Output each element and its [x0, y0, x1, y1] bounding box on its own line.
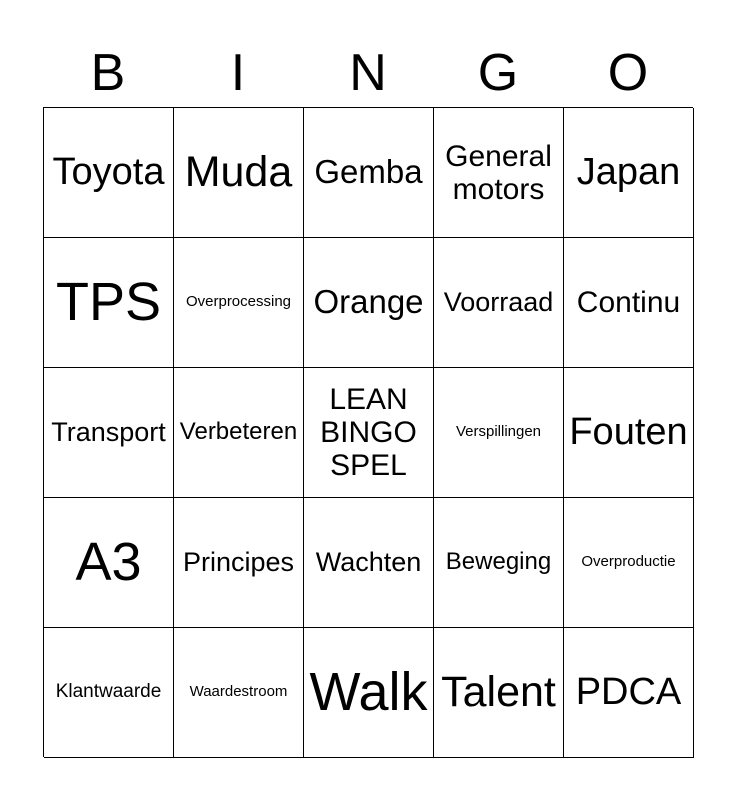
bingo-cell-r3-c5[interactable]: Fouten	[564, 368, 694, 498]
bingo-cell-r5-c1[interactable]: Klantwaarde	[44, 628, 174, 758]
bingo-cell-r4-c4[interactable]: Beweging	[434, 498, 564, 628]
bingo-cell-r2-c4[interactable]: Voorraad	[434, 238, 564, 368]
header-letter-o: O	[607, 44, 649, 102]
bingo-cell-r1-c5[interactable]: Japan	[564, 108, 694, 238]
bingo-cell-r4-c2[interactable]: Principes	[174, 498, 304, 628]
bingo-cell-r4-c3[interactable]: Wachten	[304, 498, 434, 628]
bingo-cell-r5-c4[interactable]: Talent	[434, 628, 564, 758]
header-letter-b: B	[90, 44, 126, 102]
bingo-cell-r3-c1[interactable]: Transport	[44, 368, 174, 498]
bingo-cell-r2-c3[interactable]: Orange	[304, 238, 434, 368]
header-letter-i: I	[230, 44, 246, 102]
bingo-cell-r4-c1[interactable]: A3	[44, 498, 174, 628]
bingo-cell-r2-c1[interactable]: TPS	[44, 238, 174, 368]
bingo-cell-r1-c2[interactable]: Muda	[174, 108, 304, 238]
bingo-cell-r1-c3[interactable]: Gemba	[304, 108, 434, 238]
bingo-cell-r3-c2[interactable]: Verbeteren	[174, 368, 304, 498]
free-space-cell[interactable]: LEAN BINGO SPEL	[304, 368, 434, 498]
header-letter-g: G	[477, 44, 519, 102]
bingo-cell-r3-c4[interactable]: Verspillingen	[434, 368, 564, 498]
bingo-cell-r5-c5[interactable]: PDCA	[564, 628, 694, 758]
bingo-board	[43, 107, 693, 757]
bingo-cell-r1-c4[interactable]: General motors	[434, 108, 564, 238]
bingo-cell-r5-c2[interactable]: Waardestroom	[174, 628, 304, 758]
bingo-cell-r1-c1[interactable]: Toyota	[44, 108, 174, 238]
bingo-header	[43, 42, 693, 104]
header-letter-n: N	[349, 44, 387, 102]
bingo-cell-r5-c3[interactable]: Walk	[304, 628, 434, 758]
bingo-cell-r2-c5[interactable]: Continu	[564, 238, 694, 368]
bingo-cell-r2-c2[interactable]: Overprocessing	[174, 238, 304, 368]
bingo-cell-r4-c5[interactable]: Overproductie	[564, 498, 694, 628]
